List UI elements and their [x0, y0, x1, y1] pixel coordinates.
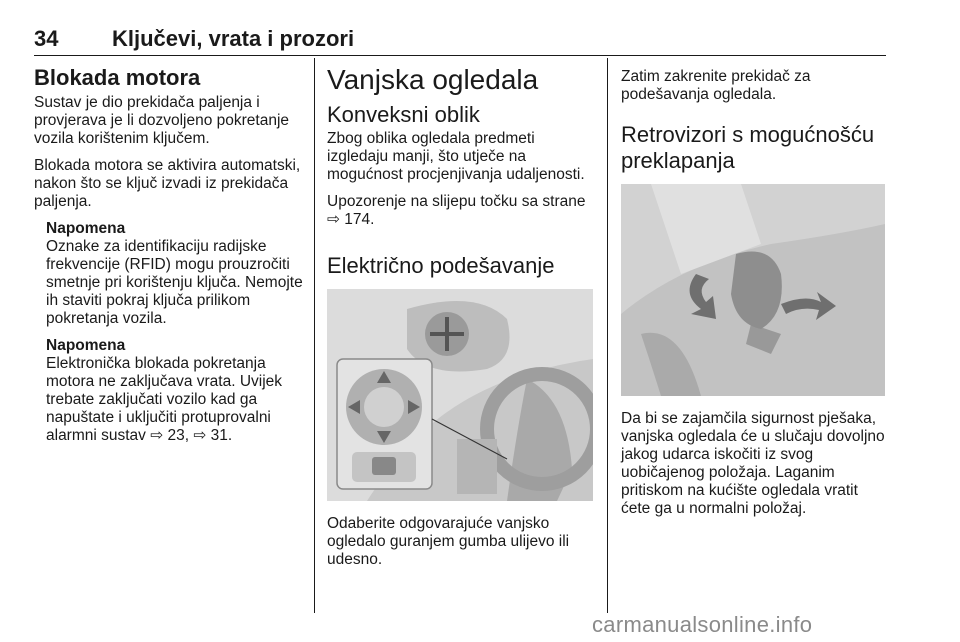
page-number: 34: [34, 26, 59, 51]
note-text: Elektronička blokada pokretanja motora ne zaključava vrata. Uvijek trebate zaključati vozilo kad ga napuštate i uključiti protuprovalni alarmni sustav ⇨ 23, ⇨ 31.: [46, 355, 283, 444]
section-heading-engine-immobiliser: Blokada motora: [34, 65, 201, 90]
note-title: Napomena: [46, 337, 126, 354]
column-divider-2: [607, 58, 608, 613]
paragraph: Zbog oblika ogledala predmeti izgledaju manji, što utječe na mogućnost procjenjivanja udaljenosti.: [327, 130, 585, 183]
paragraph: Odaberite odgovarajuće vanjsko ogledalo guranjem gumba ulijevo ili udesno.: [327, 515, 570, 568]
subheading-folding-mirrors: Retrovizori s mogućnošću preklapanja: [621, 122, 875, 173]
section-heading-exterior-mirrors: Vanjska ogledala: [327, 64, 539, 95]
note-text: Oznake za identifikaciju radijske frekvencije (RFID) mogu prouzročiti smetnje pri korištenju ključa. Nemojte ih staviti pokraj ključa prilikom pokretanja vozila.: [46, 238, 303, 327]
watermark[interactable]: carmanualsonline.info: [592, 612, 813, 637]
paragraph: Da bi se zajamčila sigurnost pješaka, vanjska ogledala će u slučaju dovoljno jakog udarca iskočiti iz svog uobičajenog položaja. Laganim pritiskom na kućište ogledala vratit ćete ga u normalni položaj.: [621, 410, 885, 517]
paragraph: Zatim zakrenite prekidač za podešavanja ogledala.: [621, 68, 811, 103]
subheading-electric-adjustment: Električno podešavanje: [327, 253, 555, 278]
chapter-title: Ključevi, vrata i prozori: [112, 26, 355, 51]
folding-mirror-illustration: [621, 184, 885, 396]
paragraph: Blokada motora se aktivira automatski, nakon što se ključ izvadi iz prekidača paljenja.: [34, 157, 301, 210]
paragraph: Upozorenje na slijepu točku sa strane ⇨ 174.: [327, 193, 586, 228]
column-3: [621, 58, 889, 527]
column-1: [34, 58, 304, 454]
column-2: [327, 58, 595, 578]
note-block: [46, 337, 304, 445]
paragraph: Sustav je dio prekidača paljenja i provjerava je li dozvoljeno pokretanje vozila korištenim ključem.: [34, 94, 290, 147]
column-divider-1: [314, 58, 315, 613]
note-block: [46, 220, 304, 328]
header-rule: [34, 55, 886, 56]
mirror-control-illustration: [327, 289, 593, 501]
subheading-convex-shape: Konveksni oblik: [327, 102, 480, 127]
note-title: Napomena: [46, 220, 126, 237]
page-header: [34, 24, 886, 54]
